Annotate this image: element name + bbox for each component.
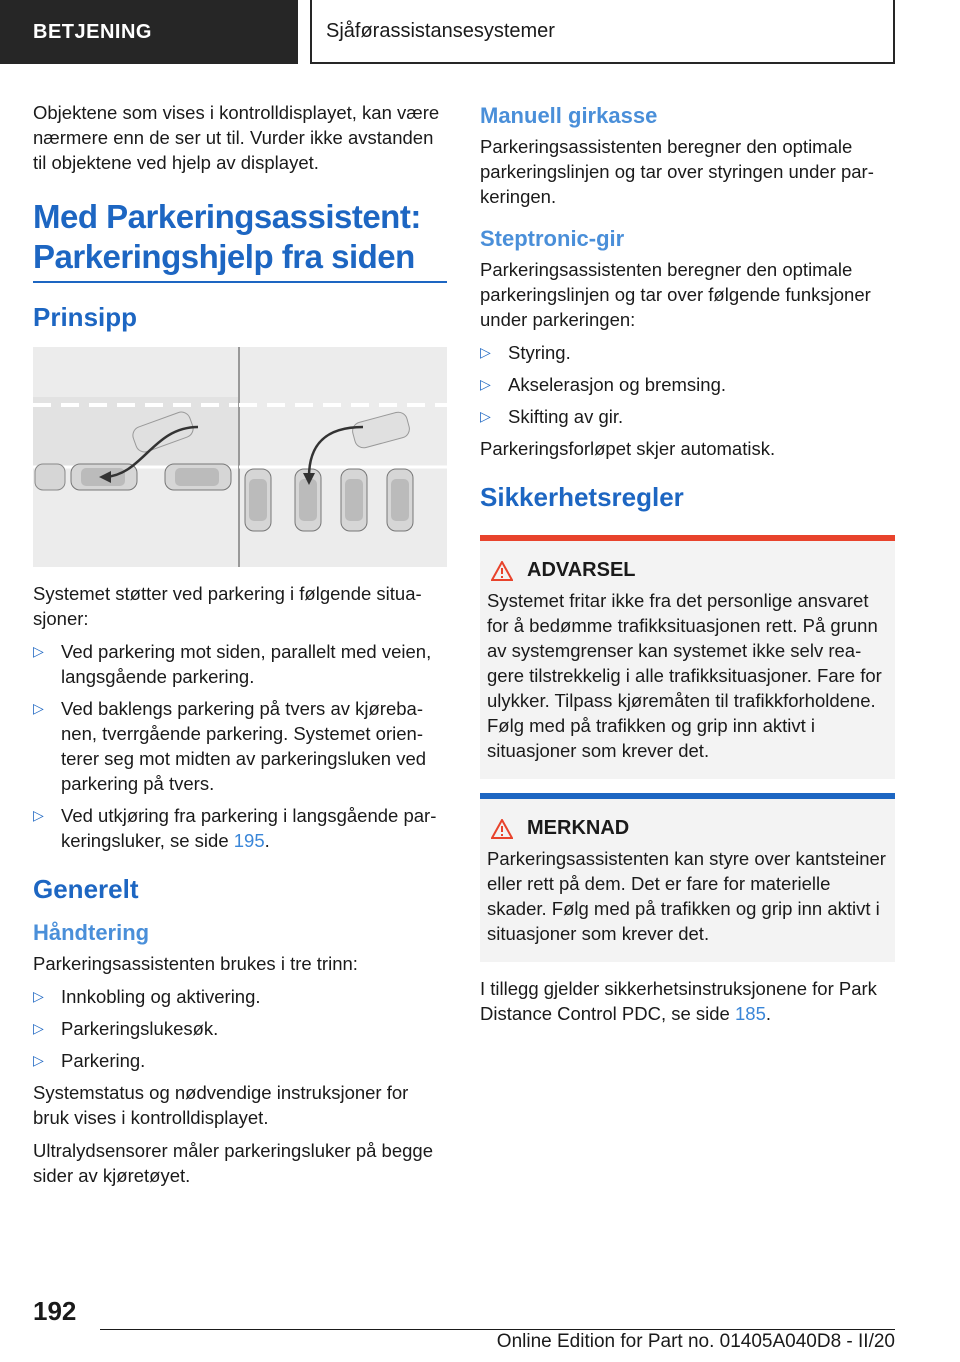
list-item: ▷ Styring.: [480, 342, 571, 363]
support-text: Systemet støtter ved parkering i følgende situasjoner:: [33, 583, 422, 629]
steptronic-heading: Steptronic-gir: [480, 226, 625, 251]
warning-text: Systemet fritar ikke fra det personlige ansvaret for å bedømme trafikksituasjonen rett. På grunn av systemgrenser kan systemet ikke selv reagere tilstrekkelig i alle trafikksituasjoner. Fare for ulykker. Tilpass kjøremåten til trafikkforholdene. Følg med på trafikken og grip inn aktivt i situasjoner som krever det.: [487, 590, 882, 761]
principle-heading: Prinsipp: [33, 302, 138, 332]
handling-heading: Håndtering: [33, 920, 150, 945]
triangle-right-outline-icon: ▷: [480, 344, 491, 360]
triangle-right-outline-icon: ▷: [480, 376, 491, 392]
triangle-right-outline-icon: ▷: [33, 643, 44, 659]
list-item: ▷ Ved baklengs parkering på tvers av kjørebanen, tverrgående parkering. Systemet orienterer seg mot midten av parkeringsluken ved parkering på tvers.: [33, 698, 427, 794]
triangle-right-outline-icon: ▷: [480, 408, 491, 424]
page-link-195[interactable]: 195: [233, 830, 265, 851]
general-heading: Generelt: [33, 874, 139, 904]
triangle-right-outline-icon: ▷: [33, 807, 44, 823]
warning-title: ADVARSEL: [527, 559, 636, 581]
note-title: MERKNAD: [527, 817, 630, 839]
list-item: ▷ Parkeringslukesøk.: [33, 1018, 219, 1039]
parking-diagram: [33, 347, 447, 567]
warning-triangle-icon: [491, 819, 513, 839]
list-item: ▷ Innkobling og aktivering.: [33, 986, 261, 1007]
list-item: ▷ Akselerasjon og bremsing.: [480, 374, 726, 395]
steps-list: [33, 984, 447, 1073]
footer-divider: [100, 1329, 895, 1330]
note-text: Parkeringsassistenten kan styre over kantsteiner eller rett på dem. Det er fare for materielle skader. Følg med på trafikken og grip inn aktivt i situasjoner som krever det.: [487, 848, 886, 944]
final-text: I tillegg gjelder sikkerhetsinstruksjonene for Park Distance Control PDC, se side 185.: [480, 978, 877, 1024]
triangle-right-outline-icon: ▷: [33, 700, 44, 716]
left-column: [33, 100, 447, 1196]
sensor-text: Ultralydsensorer måler parkeringsluker på begge sider av kjøretøyet.: [33, 1140, 433, 1186]
header-section: BETJENING: [0, 0, 298, 64]
status-text: Systemstatus og nødvendige instruksjoner for bruk vises i kontrolldisplayet.: [33, 1082, 409, 1128]
list-item: ▷ Ved parkering mot siden, parallelt med veien, langsgående parkering.: [33, 641, 432, 687]
safety-heading: Sikkerhetsregler: [480, 482, 684, 512]
handling-text: Parkeringsassistenten brukes i tre trinn:: [33, 953, 358, 974]
triangle-right-outline-icon: ▷: [33, 1020, 44, 1036]
warning-triangle-icon: [491, 561, 513, 581]
manual-text: Parkeringsassistenten beregner den optimale parkeringslinjen og tar over styringen under parkeringen.: [480, 136, 874, 207]
page-link-185[interactable]: 185: [735, 1003, 766, 1024]
footer-edition: Online Edition for Part no. 01405A040D8 - II/20: [496, 1331, 895, 1352]
manual-heading: Manuell girkasse: [480, 103, 658, 128]
functions-list: [480, 340, 895, 429]
header-chapter: Sjåførassistansesystemer: [310, 0, 895, 64]
right-column: [480, 100, 895, 1034]
list-item: ▷ Ved utkjøring fra parkering i langsgående parkeringsluker, se side 195.: [33, 805, 437, 851]
page-title: Med Parkeringsassistent: Parkeringshjelp fra siden: [33, 197, 447, 283]
note-box: [480, 793, 895, 962]
situation-list: [33, 639, 447, 853]
list-item: ▷ Skifting av gir.: [480, 406, 624, 427]
steptronic-text: Parkeringsassistenten beregner den optimale parkeringslinjen og tar over følgende funksjoner under parkeringen:: [480, 259, 871, 330]
intro-text: Objektene som vises i kontrolldisplayet, kan være nærmere enn de ser ut til. Vurder ikke avstanden til objektene ved hjelp av displayet.: [33, 102, 440, 173]
warning-box: [480, 535, 895, 779]
triangle-right-outline-icon: ▷: [33, 988, 44, 1004]
page-number: 192: [33, 1296, 77, 1326]
list-item: ▷ Parkering.: [33, 1050, 146, 1071]
triangle-right-outline-icon: ▷: [33, 1052, 44, 1068]
auto-text: Parkeringsforløpet skjer automatisk.: [480, 438, 776, 459]
